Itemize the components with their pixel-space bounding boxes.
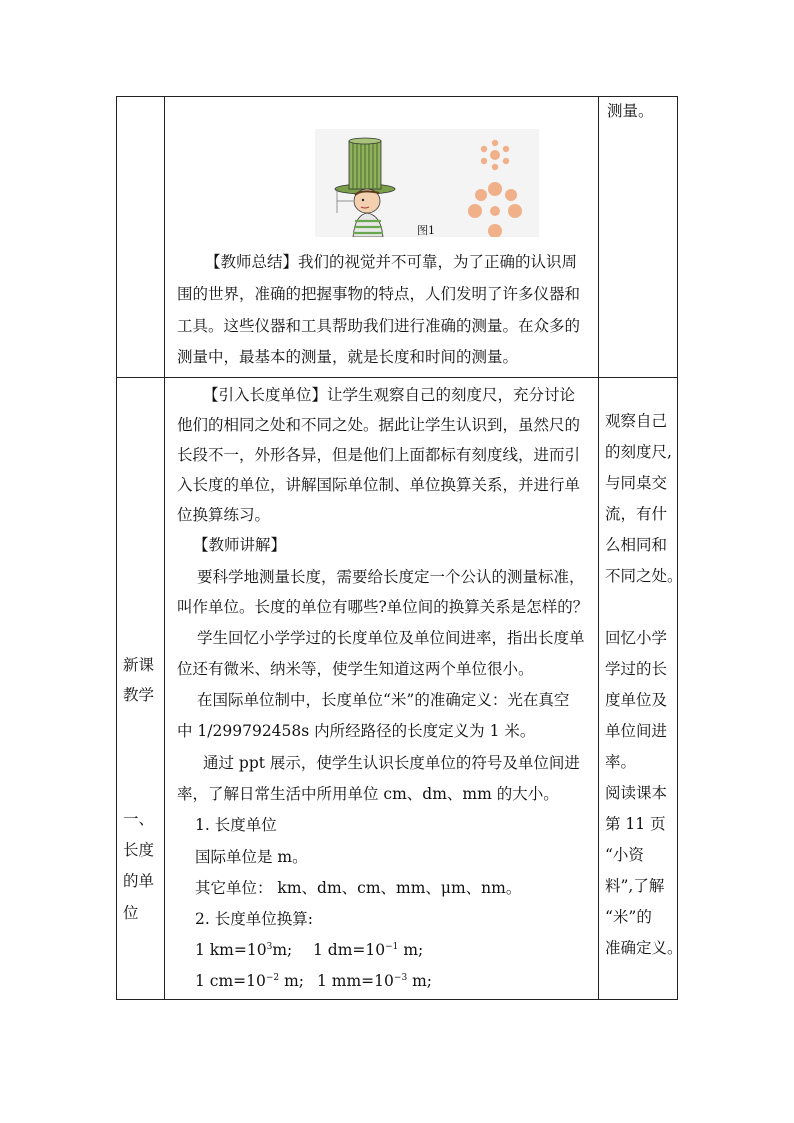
conversion-km: 1 $km=10^3m$;: [195, 941, 293, 959]
explain-line-5: 在国际单位制中，长度单位“米”的准确定义：光在真空: [197, 691, 570, 709]
row-divider: [117, 377, 677, 378]
right-line-2: 的刻度尺,: [605, 443, 672, 461]
summary-line-2: 围的世界，准确的把握事物的特点，人们发明了许多仪器和: [177, 285, 581, 303]
intro-line-1: 【引入长度单位】让学生观察自己的刻度尺，充分讨论: [203, 386, 576, 404]
explain-heading: 【教师讲解】: [193, 536, 287, 554]
figure-caption: 图1: [417, 224, 435, 237]
explain-line-2: 叫作单位。长度的单位有哪些?单位间的换算关系是怎样的？: [177, 598, 589, 616]
explain-line-8: 率，了解日常生活中所用单位 cm、dm、mm 的大小。: [177, 785, 559, 803]
column-divider-right: [598, 97, 599, 999]
conversion-dm: 1 $dm=10^{-1}$ m;: [313, 941, 424, 959]
explain-line-6: 中 1/299792458s 内所经路径的长度定义为 1 米。: [177, 722, 536, 740]
summary-line-4: 测量中，最基本的测量，就是长度和时间的测量。: [177, 348, 519, 366]
right-line-13: 第 11 页: [605, 815, 666, 833]
explain-line-7: 通过 ppt 展示，使学生认识长度单位的符号及单位间进: [203, 754, 580, 772]
explain-line-1: 要科学地测量长度，需要给长度定一个公认的测量标准，: [197, 568, 585, 586]
right-line-3: 与同桌交: [605, 474, 668, 492]
explain-line-3: 学生回忆小学学过的长度单位及单位间进率，指出长度单: [197, 629, 585, 647]
list-item-2: 2. 长度单位换算:: [195, 910, 313, 928]
lesson-table: [116, 96, 683, 1000]
summary-line-1: 【教师总结】我们的视觉并不可靠，为了正确的认识周: [205, 253, 578, 271]
right-line-17: 准确定义。: [605, 939, 683, 957]
right-line-15: 料”,了解: [605, 877, 665, 895]
right-line-9: 度单位及: [605, 691, 668, 709]
right-line-11: 率。: [605, 753, 637, 771]
left-label-yi: 一、: [123, 810, 155, 828]
right-line-5: 么相同和: [605, 536, 668, 554]
left-label-dedan: 的单: [123, 872, 155, 890]
right-line-6: 不同之处。: [605, 567, 683, 585]
left-label-wei: 位: [123, 904, 139, 922]
right-line-14: “小资: [605, 846, 644, 864]
conversion-mm: 1 $mm=10^{-3}$ m;: [317, 972, 433, 990]
right-line-8: 学过的长: [605, 660, 668, 678]
explain-line-4: 位还有微米、纳米等，使学生知道这两个单位很小。: [177, 660, 534, 678]
right-line-16: “米”的: [605, 908, 652, 926]
intro-line-4: 入长度的单位，讲解国际单位制、单位换算关系，并进行单: [177, 476, 581, 494]
si-unit-line: 国际单位是 m。: [195, 848, 308, 866]
list-item-1: 1. 长度单位: [195, 816, 277, 834]
intro-line-3: 长段不一，外形各异，但是他们上面都标有刻度线，进而引: [177, 446, 581, 464]
right-line-10: 单位间进: [605, 722, 668, 740]
left-label-changdu: 长度: [123, 841, 155, 859]
intro-line-2: 他们的相同之处和不同之处。据此让学生认识到，虽然尺的: [177, 416, 581, 434]
column-divider-left: [164, 97, 165, 999]
right-line-4: 流，有什: [605, 505, 668, 523]
left-label-jiaoxue: 教学: [123, 686, 155, 704]
row1-right-text: 测量。: [607, 102, 654, 120]
left-label-xinke: 新课: [123, 656, 155, 674]
conversion-cm: 1 $cm=10^{-2}$ m;: [195, 972, 305, 990]
other-units-line: 其它单位： km、dm、cm、mm、μm、nm。: [195, 879, 522, 897]
right-line-7: 回忆小学: [605, 629, 668, 647]
right-line-1: 观察自己: [605, 412, 668, 430]
intro-line-5: 位换算练习。: [177, 506, 271, 524]
right-line-12: 阅读课本: [605, 784, 668, 802]
summary-line-3: 工具。这些仪器和工具帮助我们进行准确的测量。在众多的: [177, 317, 581, 335]
